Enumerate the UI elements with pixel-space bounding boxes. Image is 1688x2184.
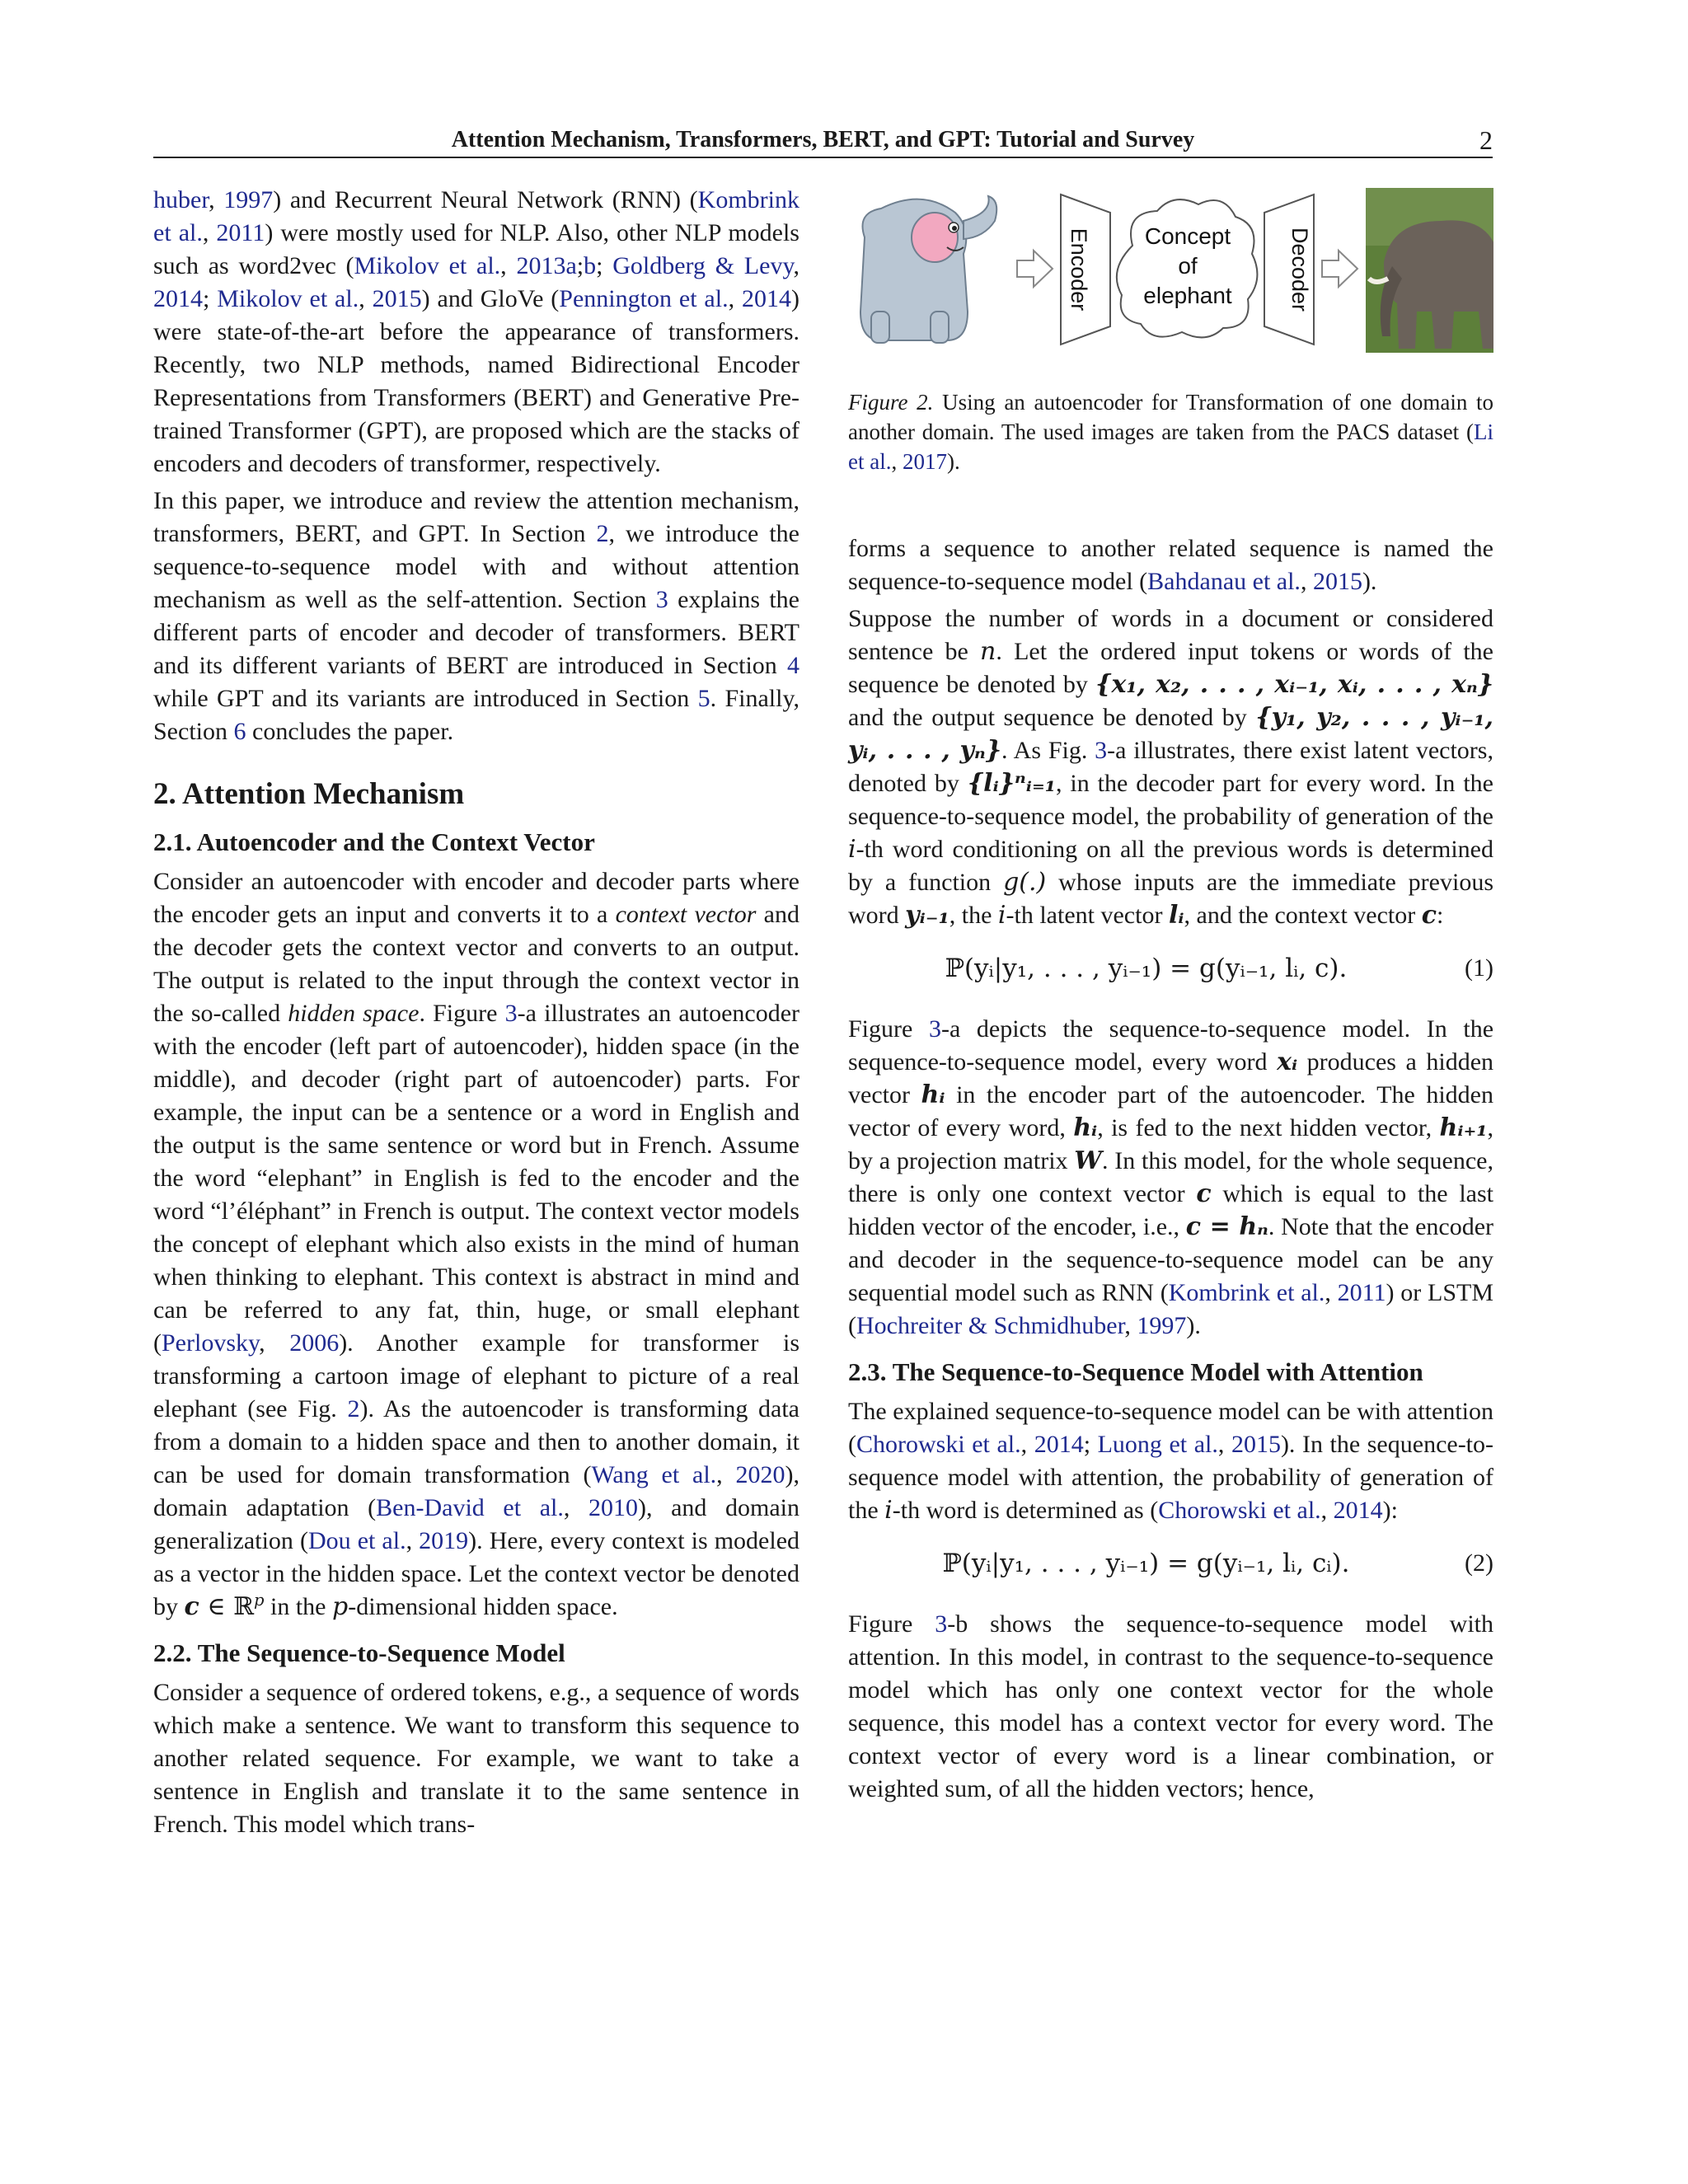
citation-link[interactable]: Bahdanau et al. xyxy=(1147,568,1301,595)
citation-link[interactable]: 2017 xyxy=(902,449,947,474)
figure-2 xyxy=(848,188,1493,353)
equation-2 xyxy=(848,1540,1493,1590)
page-number: 2 xyxy=(1479,125,1493,155)
citation-link[interactable]: 2006 xyxy=(289,1329,340,1357)
paragraph-attention-intro: The explained sequence-to-sequence model can be with attention (Chorowski et al., 2014; Luong et al., 2015). In the sequence-to-sequence model with attention, the probability of generation of the i-th word is determined as (Chorowski et al., 2014): xyxy=(848,1398,1494,1525)
equation-1 xyxy=(848,945,1493,995)
citation-link[interactable]: Goldberg & Levy xyxy=(612,252,794,279)
figure-link[interactable]: 3 xyxy=(935,1610,948,1638)
citation-link[interactable]: Dou et al. xyxy=(307,1527,406,1554)
real-elephant-photo xyxy=(1366,188,1493,353)
paragraph-attention-context: Figure 3-b shows the sequence-to-sequence model with attention. In this model, in contrast to the sequence-to-sequence model which has only one context vector for the whole sequence, this model has a context vector for every word. The context vector of every word is a linear combination, or weighted sum, of all the hidden vectors; hence, xyxy=(848,1610,1493,1802)
paragraph-seq2seq-intro: Consider a sequence of ordered tokens, e.g., a sequence of words which make a sentence. We want to transform this sequence to another related sequence. For example, we want to take a sentence in English and translate it to the same sentence in French. This model which trans- xyxy=(153,1679,799,1838)
citation-link[interactable]: Kombrink et al. xyxy=(153,186,799,246)
arrow-right-icon xyxy=(1322,251,1357,287)
citation-link[interactable]: 2010 xyxy=(588,1494,638,1521)
encoder-label: Encoder xyxy=(1066,227,1091,312)
section-link[interactable]: 3 xyxy=(655,586,668,613)
section-link[interactable]: 2 xyxy=(596,520,609,547)
citation-link[interactable]: 2020 xyxy=(735,1461,785,1488)
section-heading-attention-mechanism: 2. Attention Mechanism xyxy=(153,777,465,811)
citation-link[interactable]: Perlovsky xyxy=(162,1329,260,1357)
citation-link[interactable]: Chorowski et al. xyxy=(856,1431,1021,1458)
citation-link[interactable]: 2014 xyxy=(153,285,203,312)
figure-link[interactable]: 2 xyxy=(347,1395,360,1422)
arrow-right-icon xyxy=(1017,251,1053,287)
figure-label: Figure 2. xyxy=(848,390,934,415)
citation-link[interactable]: 2013a xyxy=(516,252,577,279)
right-column xyxy=(848,532,1493,1810)
cartoon-elephant-image xyxy=(860,196,996,343)
figure-link[interactable]: 3 xyxy=(504,1000,518,1027)
section-link[interactable]: 5 xyxy=(697,685,710,712)
page-header xyxy=(153,124,1493,158)
citation-link[interactable]: Ben-David et al. xyxy=(376,1494,564,1521)
citation-link[interactable]: Luong et al. xyxy=(1097,1431,1218,1458)
equation-1-expression: ℙ(yᵢ|y₁, . . . , yᵢ₋₁) = g(yᵢ₋₁, lᵢ, c). xyxy=(945,954,1348,983)
citation-link[interactable]: huber xyxy=(153,186,209,213)
equation-2-expression: ℙ(yᵢ|y₁, . . . , yᵢ₋₁) = g(yᵢ₋₁, lᵢ, cᵢ). xyxy=(942,1549,1350,1578)
citation-link[interactable]: Li et al. xyxy=(848,419,1493,474)
cloud-label-line2: of xyxy=(1178,253,1198,279)
subsection-heading-seq2seq: 2.2. The Sequence-to-Sequence Model xyxy=(153,1638,565,1667)
encoder-block xyxy=(1061,194,1110,344)
subsection-heading-autoencoder: 2.1. Autoencoder and the Context Vector xyxy=(153,827,595,856)
citation-link[interactable]: b xyxy=(584,252,597,279)
citation-link[interactable]: 2014 xyxy=(742,285,791,312)
concept-cloud xyxy=(1117,199,1258,337)
figure-link[interactable]: 3 xyxy=(1095,737,1108,764)
section-link[interactable]: 6 xyxy=(233,718,246,745)
cloud-label-line1: Concept xyxy=(1144,223,1231,249)
paragraph-seq2seq-hidden: Figure 3-a depicts the sequence-to-sequence model. In the sequence-to-sequence model, every word xᵢ produces a hidden vector hᵢ in the encoder part of the autoencoder. The hidden vector of every word, hᵢ, is fed to the next hidden vector, hᵢ₊₁, by a projection matrix W. In this model, for the whole sequence, there is only one context vector c which is equal to the last hidden vector of the encoder, i.e., c = hₙ. Note that the encoder and decoder in the sequence-to-sequence model can be any sequential model such as RNN (Kombrink et al., 2011) or LSTM (Hochreiter & Schmidhuber, 1997). xyxy=(848,1015,1494,1339)
section-link[interactable]: 4 xyxy=(787,652,799,679)
citation-link[interactable]: Pennington et al. xyxy=(559,285,729,312)
figure-link[interactable]: 3 xyxy=(928,1015,941,1043)
citation-link[interactable]: Wang et al. xyxy=(591,1461,717,1488)
paragraph-paper-outline: In this paper, we introduce and review the attention mechanism, transformers, BERT, and GPT. In Section 2, we introduce the sequence-to-sequence model with and without attention mechanism as well as the self-attention. Section 3 explains the different parts of encoder and decoder of transformers. BERT and its different variants of BERT are introduced in Section 4 while GPT and its variants are introduced in Section 5. Finally, Section 6 concludes the paper. xyxy=(153,487,799,745)
left-column xyxy=(153,184,799,1845)
citation-link[interactable]: 1997 xyxy=(1137,1312,1187,1339)
citation-link[interactable]: Mikolov et al. xyxy=(354,252,501,279)
equation-1-number: (1) xyxy=(1465,954,1493,982)
equation-2-number: (2) xyxy=(1465,1549,1493,1577)
subsection-heading-seq2seq-attention: 2.3. The Sequence-to-Sequence Model with Attention xyxy=(848,1357,1423,1386)
paragraph-autoencoder: Consider an autoencoder with encoder and decoder parts where the encoder gets an input and converts it to a context vector and the decoder gets the context vector and converts to an output. The output is related to the input through the context vector in the so-called hidden space. Figure 3-a illustrates an autoencoder with the encoder (left part of autoencoder), hidden space (in the middle), and decoder (right part of autoencoder) parts. For example, the input can be a sentence or a word in English and the output is the same sentence or word but in French. Assume the word “elephant” in English is fed to the encoder and the word “l’éléphant” in French is output. The context vector models the concept of elephant which also exists in the mind of human when thinking to elephant. This context is abstract in mind and can be referred to any fat, thin, huge, or small elephant (Perlovsky, 2006). Another example for transformer is transforming a cartoon image of elephant to picture of a real elephant (see Fig. 2). As the autoencoder is transforming data from a domain to a hidden space and then to another domain, it can be used for domain transformation (Wang et al., 2020), domain adaptation (Ben-David et al., 2010), and domain generalization (Dou et al., 2019). Here, every context is modeled as a vector in the hidden space. Let the context vector be denoted by c ∈ ℝ$^p$ in the p-dimensional hidden space. xyxy=(153,868,800,1621)
citation-link[interactable]: Mikolov et al. xyxy=(217,285,359,312)
citation-link[interactable]: Hochreiter & Schmidhuber xyxy=(856,1312,1125,1339)
citation-link[interactable]: Kombrink et al. xyxy=(1168,1279,1325,1306)
citation-link[interactable]: 2014 xyxy=(1333,1497,1383,1524)
autoencoder-diagram xyxy=(848,188,1493,353)
citation-link[interactable]: 2015 xyxy=(1312,568,1362,595)
paragraph-intro-continued: huber, 1997) and Recurrent Neural Network (RNN) (Kombrink et al., 2011) were mostly used for NLP. Also, other NLP models such as word2vec (Mikolov et al., 2013a;b; Goldberg & Levy, 2014; Mikolov et al., 2015) and GloVe (Pennington et al., 2014) were state-of-the-art before the appearance of transformers. Recently, two NLP methods, named Bidirectional Encoder Representations from Transformers (BERT) and Generative Pre-trained Transformer (GPT), are proposed which are the stacks of encoders and decoders of transformer, respectively. xyxy=(153,186,799,477)
citation-link[interactable]: Chorowski et al. xyxy=(1158,1497,1321,1524)
running-title: Attention Mechanism, Transformers, BERT, and GPT: Tutorial and Survey xyxy=(451,127,1195,152)
decoder-label: Decoder xyxy=(1287,227,1312,312)
paragraph-seq2seq-continued: forms a sequence to another related sequence is named the sequence-to-sequence model (Bahdanau et al., 2015). xyxy=(848,535,1493,595)
citation-link[interactable]: 2011 xyxy=(216,219,265,246)
citation-link[interactable]: 2011 xyxy=(1337,1279,1386,1306)
citation-link[interactable]: 2015 xyxy=(1231,1431,1281,1458)
citation-link[interactable]: 2019 xyxy=(419,1527,469,1554)
citation-link[interactable]: 1997 xyxy=(223,186,274,213)
decoder-block xyxy=(1264,194,1314,344)
citation-link[interactable]: 2014 xyxy=(1034,1431,1084,1458)
cloud-label-line3: elephant xyxy=(1143,283,1232,308)
figure-2-caption: Figure 2. Using an autoencoder for Transformation of one domain to another domain. The used images are taken from the PACS dataset (Li et al., 2017). xyxy=(848,390,1494,474)
citation-link[interactable]: 2015 xyxy=(372,285,422,312)
paragraph-seq2seq-definition: Suppose the number of words in a document or considered sentence be n. Let the ordered input tokens or words of the sequence be denoted by {x₁, x₂, . . . , xᵢ₋₁, xᵢ, . . . , xₙ} and the output sequence be denoted by {y₁, y₂, . . . , yᵢ₋₁, yᵢ, . . . , yₙ}. As Fig. 3-a illustrates, there exist latent vectors, denoted by {lᵢ}ⁿᵢ₌₁, in the decoder part for every word. In the sequence-to-sequence model, the probability of generation of the i-th word conditioning on all the previous words is determined by a function g(.) whose inputs are the immediate previous word yᵢ₋₁, the i-th latent vector lᵢ, and the context vector c: xyxy=(848,605,1494,930)
